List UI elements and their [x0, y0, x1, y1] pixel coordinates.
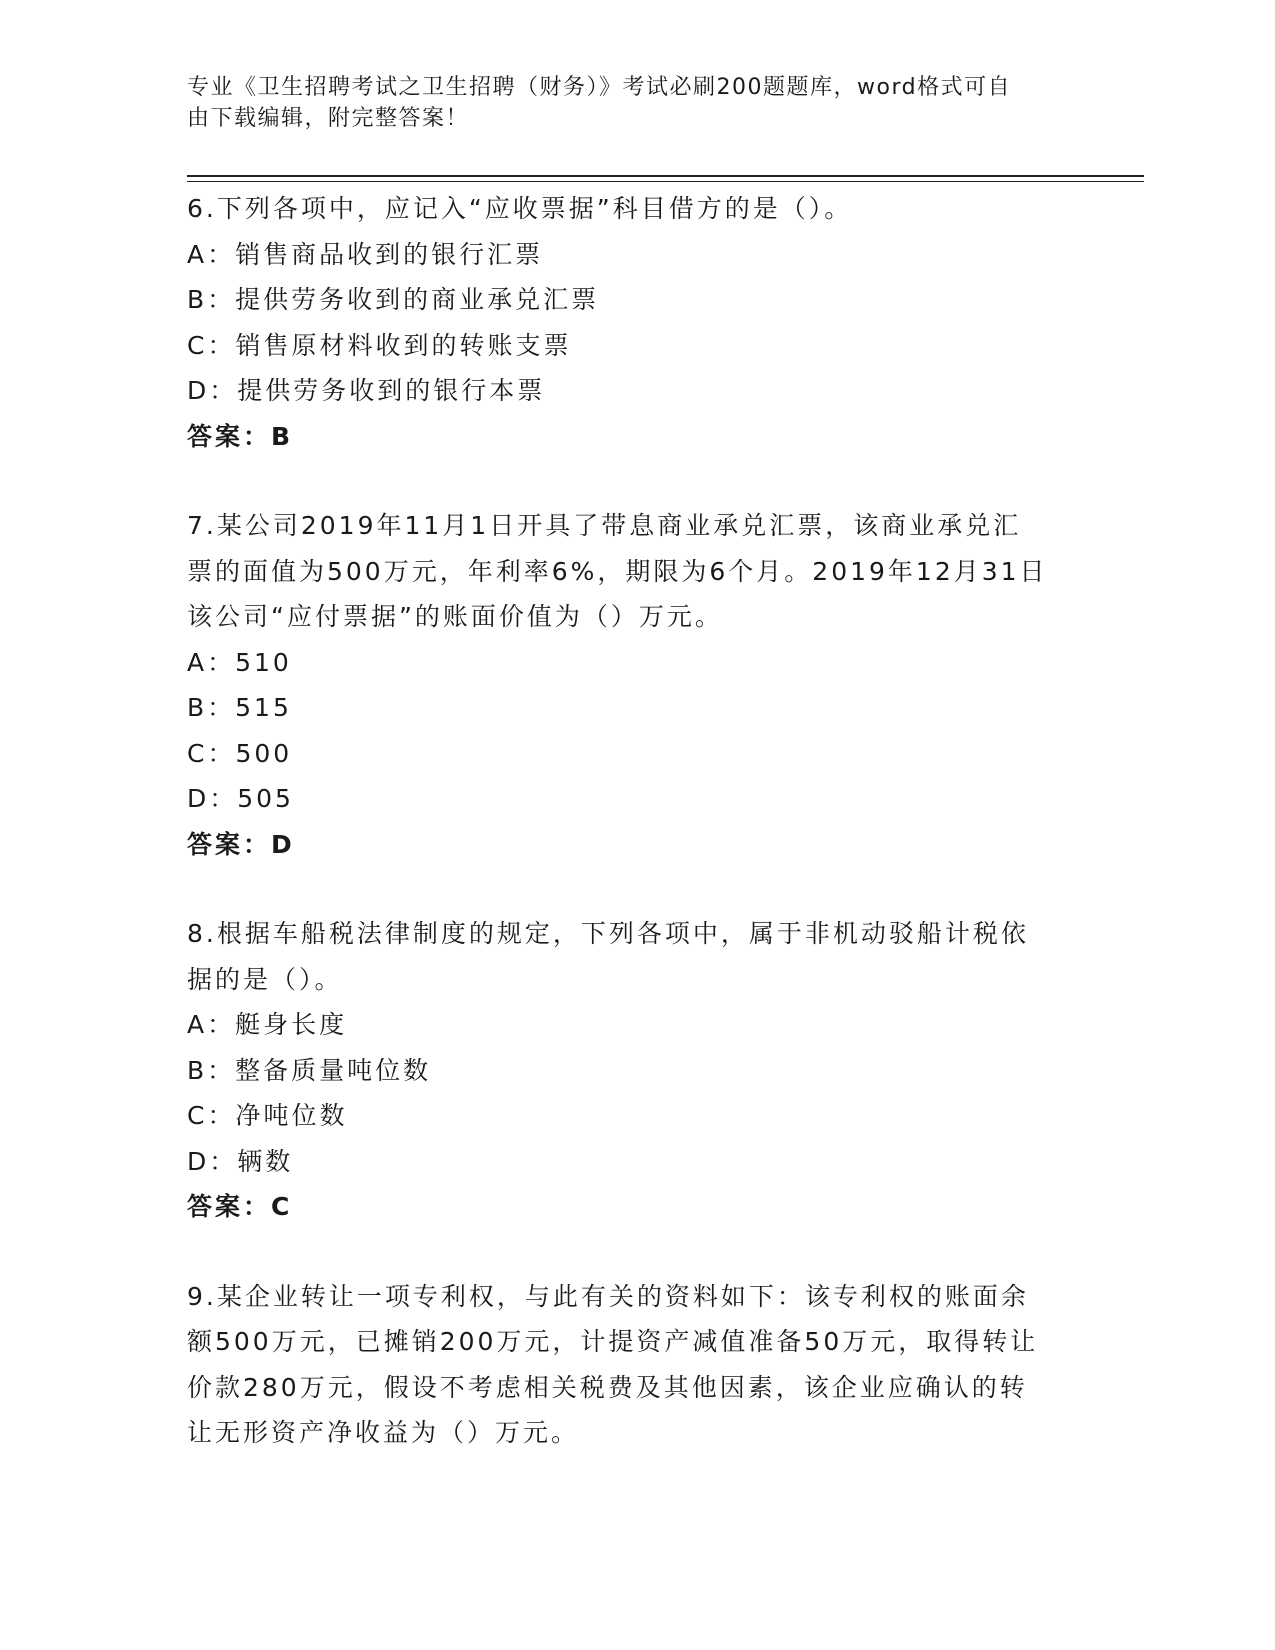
answer-option: D：提供劳务收到的银行本票 [187, 376, 546, 405]
question-block [187, 1274, 1087, 1456]
question-text-line: 票的面值为500万元，年利率6%，期限为6个月。2019年12月31日 [187, 556, 1048, 586]
answer-option: D：辆数 [187, 1146, 294, 1176]
question-text-line: 据的是（）。 [187, 964, 343, 994]
question-text [187, 503, 1087, 640]
answer-key: 答案：C [187, 1192, 293, 1221]
question-text-line: 9.某企业转让一项专利权，与此有关的资料如下：该专利权的账面余 [187, 1281, 1029, 1311]
question-text [187, 911, 1087, 1002]
document-header [187, 72, 1067, 134]
answer-option: D：505 [187, 784, 294, 813]
question-text-line: 6.下列各项中，应记入“应收票据”科目借方的是（）。 [187, 194, 853, 223]
question-text-line: 额500万元，已摊销200万元，计提资产减值准备50万元，取得转让 [187, 1327, 1039, 1356]
question-text [187, 1274, 1087, 1456]
question-text-line: 该公司“应付票据”的账面价值为（）万元。 [187, 602, 723, 631]
answer-option: A：艇身长度 [187, 1010, 348, 1039]
answer-key: 答案：B [187, 421, 294, 451]
answer-option: B：整备质量吨位数 [187, 1055, 432, 1085]
answer-option: C：净吨位数 [187, 1101, 348, 1130]
answer-option: B：提供劳务收到的商业承兑汇票 [187, 285, 600, 314]
question-text-line: 让无形资产净收益为（）万元。 [187, 1418, 580, 1447]
question-block [187, 911, 1087, 1230]
question-text-line: 8.根据车船税法律制度的规定，下列各项中，属于非机动驳船计税依 [187, 919, 1029, 948]
header-divider-thin [187, 181, 1144, 182]
question-text [187, 186, 1087, 232]
question-block [187, 503, 1087, 867]
question-block [187, 186, 1087, 459]
answer-option: A：销售商品收到的银行汇票 [187, 239, 544, 269]
header-line-1: 专业《卫生招聘考试之卫生招聘（财务）》考试必刷200题题库，word格式可自 [187, 75, 1012, 100]
header-line-2: 由下载编辑，附完整答案！ [187, 106, 470, 131]
question-text-line: 价款280万元，假设不考虑相关税费及其他因素，该企业应确认的转 [187, 1372, 1028, 1402]
question-list [187, 186, 1087, 1500]
answer-key: 答案：D [187, 829, 295, 859]
answer-option: C：销售原材料收到的转账支票 [187, 330, 572, 360]
header-divider-thick [187, 175, 1144, 177]
answer-option: A：510 [187, 647, 292, 677]
question-text-line: 7.某公司2019年11月1日开具了带息商业承兑汇票，该商业承兑汇 [187, 511, 1022, 540]
answer-option: C：500 [187, 738, 293, 768]
answer-option: B：515 [187, 693, 292, 722]
